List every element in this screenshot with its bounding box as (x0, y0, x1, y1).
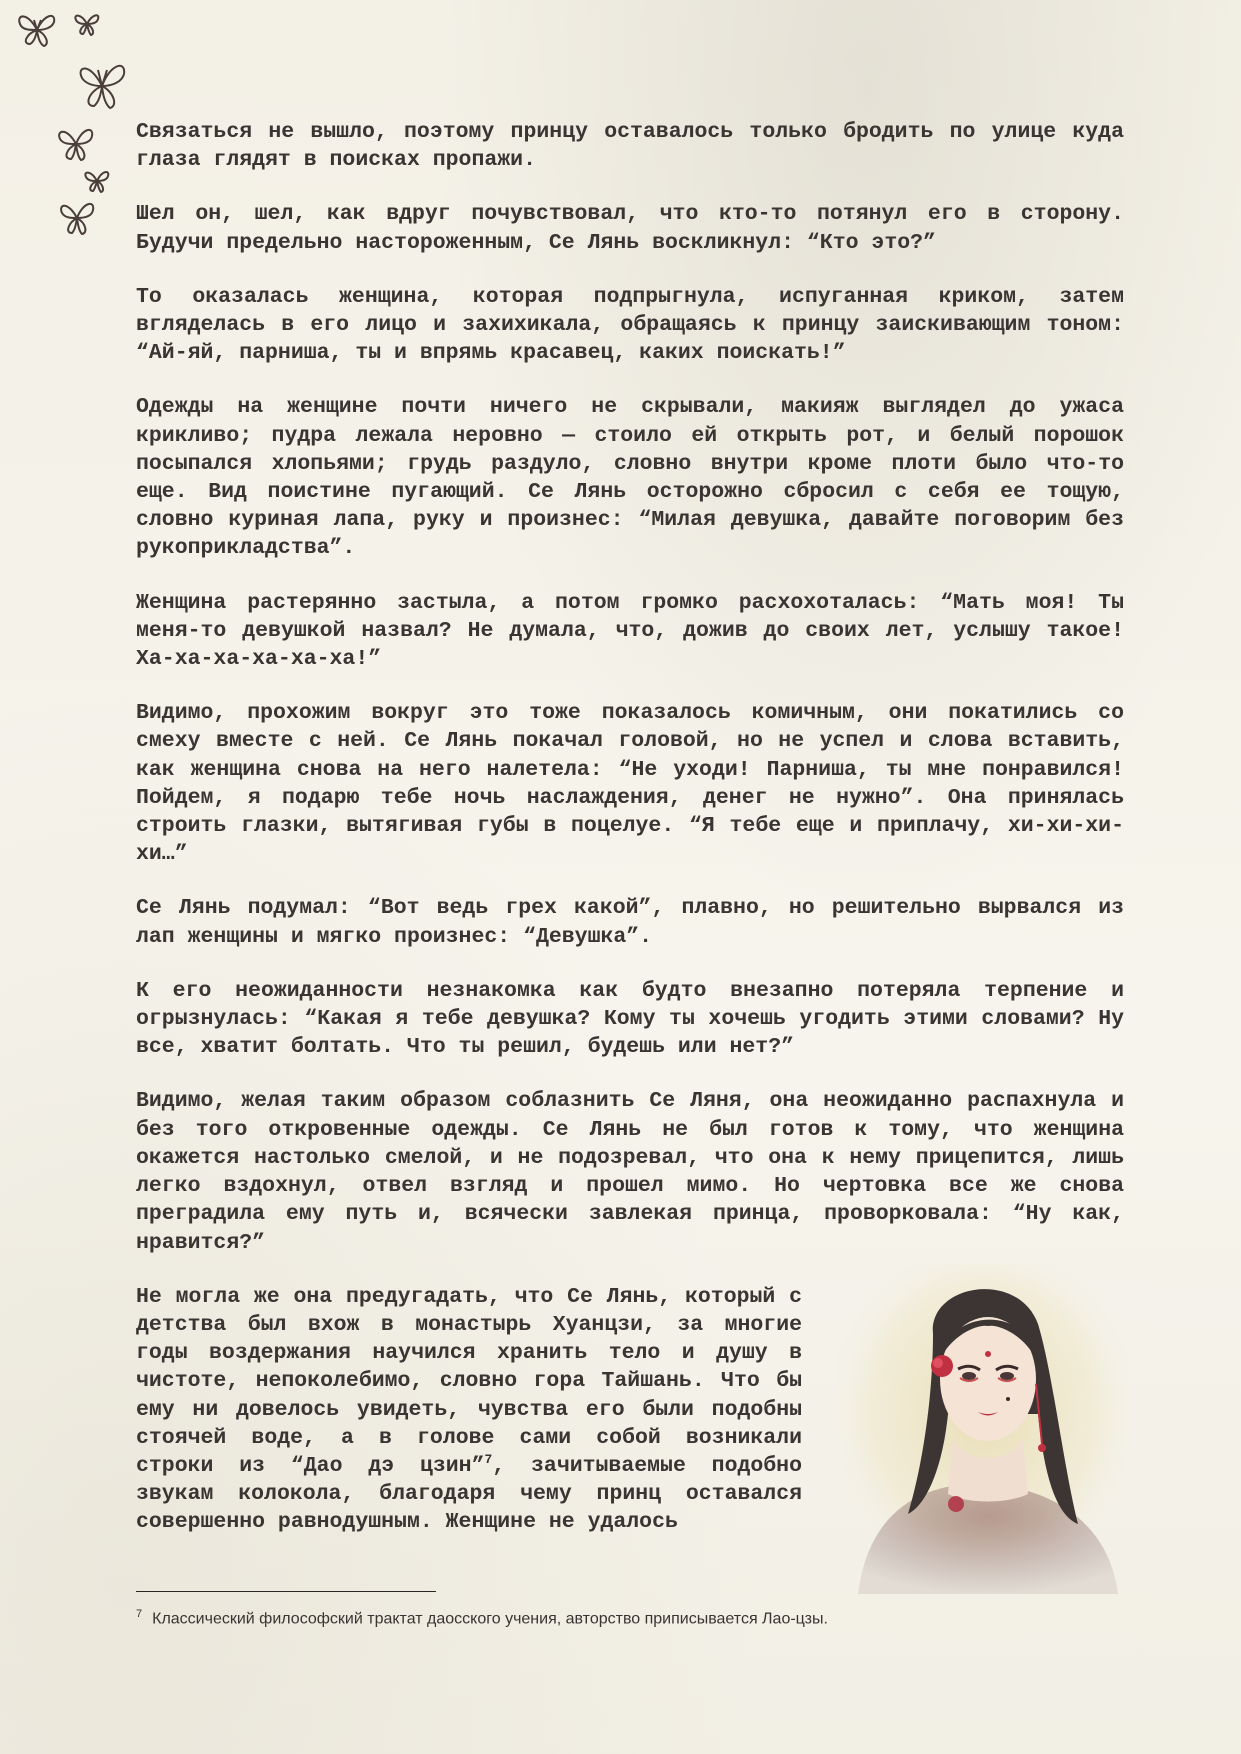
paragraph: Видимо, прохожим вокруг это тоже показалось комичным, они покатились со смеху вместе с ней. Се Лянь покачал головой, но не успел и слова вставить, как женщина снова на него налетела: “Не уходи! Парниша, ты мне понравился! Пойдем, я подарю тебе ночь наслаждения, денег не нужно”. Она принялась строить глазки, вытягивая губы в поцелуе. “Я тебе еще и приплачу, хи-хи-хи-хи…” (136, 701, 1124, 867)
footnote (136, 1608, 828, 1628)
butterfly-icon (72, 10, 102, 38)
butterfly-icon (14, 8, 60, 52)
butterfly-icon (56, 196, 98, 240)
paragraph: Шел он, шел, как вдруг почувствовал, что кто-то потянул его в сторону. Будучи предельно настороженным, Се Лянь воскликнул: “Кто это?” (136, 202, 1124, 255)
paragraph: Видимо, желая таким образом соблазнить Се Ляня, она неожиданно распахнула и без того откровенные одежды. Се Лянь не был готов к тому, что женщина окажется настолько смелой, и не подозревал, что она к нему прицепится, лишь легко вздохнул, отвел взгляд и прошел мимо. Но чертовка все же снова преградила ему путь и, всячески завлекая принца, проворковала: “Ну как, нравится?” (136, 1089, 1124, 1255)
paragraph: Женщина растерянно застыла, а потом громко расхохоталась: “Мать моя! Ты меня-то девушкой назвал? Не думала, что, дожив до своих лет, услышу такое! Ха-ха-ха-ха-ха-ха!” (136, 590, 1124, 672)
paragraph-with-footnote (136, 1283, 802, 1537)
butterfly-icon (82, 166, 112, 196)
footnote-text: Классический философский трактат даосского учения, авторство приписывается Лао-цзы. (152, 1610, 828, 1628)
paragraph: Одежды на женщине почти ничего не скрывали, макияж выглядел до ужаса крикливо; пудра лежала неровно — стоило ей открыть рот, и белый порошок посыпался хлопьями; грудь раздуло, словно внутри кроме плоти было что-то еще. Вид поистине пугающий. Се Лянь осторожно сбросил с себя ее тощую, словно куриная лапа, руку и произнес: “Милая девушка, давайте поговорим без рукоприкладства”. (136, 395, 1124, 561)
paragraph-text-continued: , зачитываемые подобно звукам колокола, благодаря чему принц оставался совершенно равнодушным. Женщине не удалось (136, 1453, 802, 1535)
footnote-divider (136, 1591, 436, 1592)
butterfly-icon (54, 122, 98, 166)
footnote-number: 7 (136, 1608, 143, 1620)
woman-portrait-illustration (838, 1264, 1128, 1594)
butterfly-icon (74, 56, 130, 114)
footnote-reference[interactable]: 7 (484, 1451, 493, 1467)
paragraph: Се Лянь подумал: “Вот ведь грех какой”, плавно, но решительно вырвался из лап женщины и мягко произнес: “Девушка”. (136, 896, 1124, 949)
paragraph-text: Не могла же она предугадать, что Се Лянь, который с детства был вхож в монастырь Хуанцзи, за многие годы воздержания научился хранить тело и душу в чистоте, непоколебимо, словно гора Тайшань. Что бы ему ни довелось увидеть, чувства его были подобны стоячей воде, а в голове сами собой возникали строки из “Дао дэ цзин” (136, 1284, 802, 1478)
butterflies-decoration (0, 0, 130, 250)
paragraph: К его неожиданности незнакомка как будто внезапно потеряла терпение и огрызнулась: “Какая я тебе девушка? Кому ты хочешь угодить этими словами? Ну все, хватит болтать. Что ты решил, будешь или нет?” (136, 978, 1124, 1060)
paragraph: Связаться не вышло, поэтому принцу оставалось только бродить по улице куда глаза глядят в поисках пропажи. (136, 120, 1124, 173)
paragraph: То оказалась женщина, которая подпрыгнула, испуганная криком, затем вгляделась в его лицо и захихикала, обращаясь к принцу заискивающим тоном: “Ай-яй, парниша, ты и впрямь красавец, каких поискать!” (136, 284, 1124, 366)
